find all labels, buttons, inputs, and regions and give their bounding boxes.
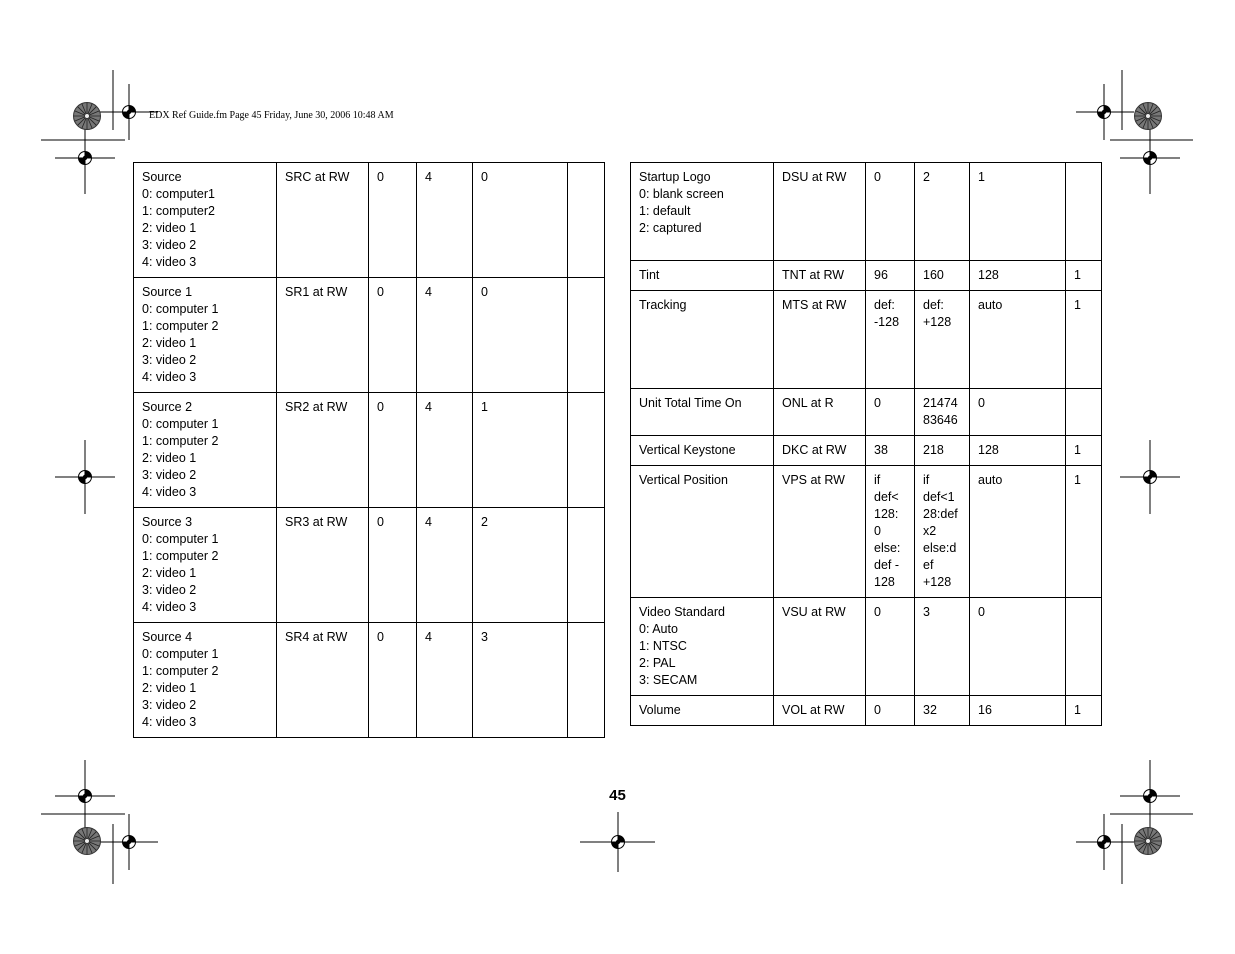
max-value-cell: 4: [417, 508, 473, 623]
table-row: [631, 598, 1102, 696]
setting-name-cell: Source 1 0: computer 1 1: computer 2 2: video 1 3: video 2 4: video 3: [134, 278, 277, 393]
command-cell: ONL at R: [774, 389, 866, 436]
star-target-icon: [72, 101, 102, 131]
command-cell: SRC at RW: [277, 163, 369, 278]
command-cell: SR3 at RW: [277, 508, 369, 623]
default-value-cell: 0: [473, 278, 568, 393]
command-cell: TNT at RW: [774, 261, 866, 291]
table-row: [134, 508, 605, 623]
command-cell: DSU at RW: [774, 163, 866, 261]
step-cell: [568, 278, 605, 393]
min-value-cell: 0: [369, 278, 417, 393]
step-cell: [568, 623, 605, 738]
document-header-line: EDX Ref Guide.fm Page 45 Friday, June 30, 2006 10:48 AM: [149, 110, 394, 121]
command-cell: MTS at RW: [774, 291, 866, 389]
setting-name-cell: Source 2 0: computer 1 1: computer 2 2: video 1 3: video 2 4: video 3: [134, 393, 277, 508]
star-target-icon: [1133, 101, 1163, 131]
step-cell: [1066, 163, 1102, 261]
default-value-cell: 0: [970, 598, 1066, 696]
table-row: [631, 436, 1102, 466]
setting-name-cell: Vertical Keystone: [631, 436, 774, 466]
table-row: [631, 389, 1102, 436]
step-cell: 1: [1066, 696, 1102, 726]
default-value-cell: 2: [473, 508, 568, 623]
setting-name-cell: Tint: [631, 261, 774, 291]
table-row: [631, 163, 1102, 261]
step-cell: [568, 508, 605, 623]
step-cell: 1: [1066, 291, 1102, 389]
min-value-cell: if def< 128: 0 else: def - 128: [866, 466, 915, 598]
max-value-cell: 32: [915, 696, 970, 726]
default-value-cell: 128: [970, 261, 1066, 291]
step-cell: 1: [1066, 436, 1102, 466]
max-value-cell: 4: [417, 278, 473, 393]
step-cell: 1: [1066, 261, 1102, 291]
max-value-cell: def: +128: [915, 291, 970, 389]
command-cell: VSU at RW: [774, 598, 866, 696]
min-value-cell: 0: [369, 393, 417, 508]
step-cell: [568, 393, 605, 508]
default-value-cell: auto: [970, 466, 1066, 598]
default-value-cell: 1: [473, 393, 568, 508]
step-cell: [1066, 389, 1102, 436]
min-value-cell: 0: [866, 389, 915, 436]
default-value-cell: 16: [970, 696, 1066, 726]
min-value-cell: 0: [369, 163, 417, 278]
command-cell: VOL at RW: [774, 696, 866, 726]
table-row: [134, 163, 605, 278]
max-value-cell: 218: [915, 436, 970, 466]
command-table-right: [630, 162, 1102, 726]
setting-name-cell: Startup Logo 0: blank screen 1: default 2: captured: [631, 163, 774, 261]
step-cell: 1: [1066, 466, 1102, 598]
max-value-cell: 21474 83646: [915, 389, 970, 436]
table-row: [631, 696, 1102, 726]
min-value-cell: 96: [866, 261, 915, 291]
command-cell: SR2 at RW: [277, 393, 369, 508]
min-value-cell: def: -128: [866, 291, 915, 389]
default-value-cell: auto: [970, 291, 1066, 389]
table-row: [134, 278, 605, 393]
table-row: [631, 291, 1102, 389]
min-value-cell: 0: [369, 508, 417, 623]
max-value-cell: 160: [915, 261, 970, 291]
page-number: 45: [609, 787, 626, 804]
table-row: [134, 393, 605, 508]
default-value-cell: 0: [970, 389, 1066, 436]
setting-name-cell: Video Standard 0: Auto 1: NTSC 2: PAL 3: SECAM: [631, 598, 774, 696]
max-value-cell: 2: [915, 163, 970, 261]
min-value-cell: 0: [369, 623, 417, 738]
setting-name-cell: Source 4 0: computer 1 1: computer 2 2: video 1 3: video 2 4: video 3: [134, 623, 277, 738]
table-row: [631, 466, 1102, 598]
min-value-cell: 0: [866, 598, 915, 696]
step-cell: [1066, 598, 1102, 696]
setting-name-cell: Source 0: computer1 1: computer2 2: video 1 3: video 2 4: video 3: [134, 163, 277, 278]
min-value-cell: 0: [866, 163, 915, 261]
setting-name-cell: Vertical Position: [631, 466, 774, 598]
step-cell: [568, 163, 605, 278]
star-target-icon: [72, 826, 102, 856]
max-value-cell: if def<1 28:def x2 else:d ef +128: [915, 466, 970, 598]
default-value-cell: 0: [473, 163, 568, 278]
max-value-cell: 3: [915, 598, 970, 696]
max-value-cell: 4: [417, 623, 473, 738]
setting-name-cell: Unit Total Time On: [631, 389, 774, 436]
table-row: [134, 623, 605, 738]
command-cell: SR1 at RW: [277, 278, 369, 393]
max-value-cell: 4: [417, 163, 473, 278]
default-value-cell: 3: [473, 623, 568, 738]
star-target-icon: [1133, 826, 1163, 856]
min-value-cell: 38: [866, 436, 915, 466]
command-table-left: [133, 162, 605, 738]
setting-name-cell: Source 3 0: computer 1 1: computer 2 2: video 1 3: video 2 4: video 3: [134, 508, 277, 623]
max-value-cell: 4: [417, 393, 473, 508]
table-row: [631, 261, 1102, 291]
default-value-cell: 1: [970, 163, 1066, 261]
command-cell: SR4 at RW: [277, 623, 369, 738]
default-value-cell: 128: [970, 436, 1066, 466]
min-value-cell: 0: [866, 696, 915, 726]
command-cell: VPS at RW: [774, 466, 866, 598]
setting-name-cell: Tracking: [631, 291, 774, 389]
command-cell: DKC at RW: [774, 436, 866, 466]
setting-name-cell: Volume: [631, 696, 774, 726]
